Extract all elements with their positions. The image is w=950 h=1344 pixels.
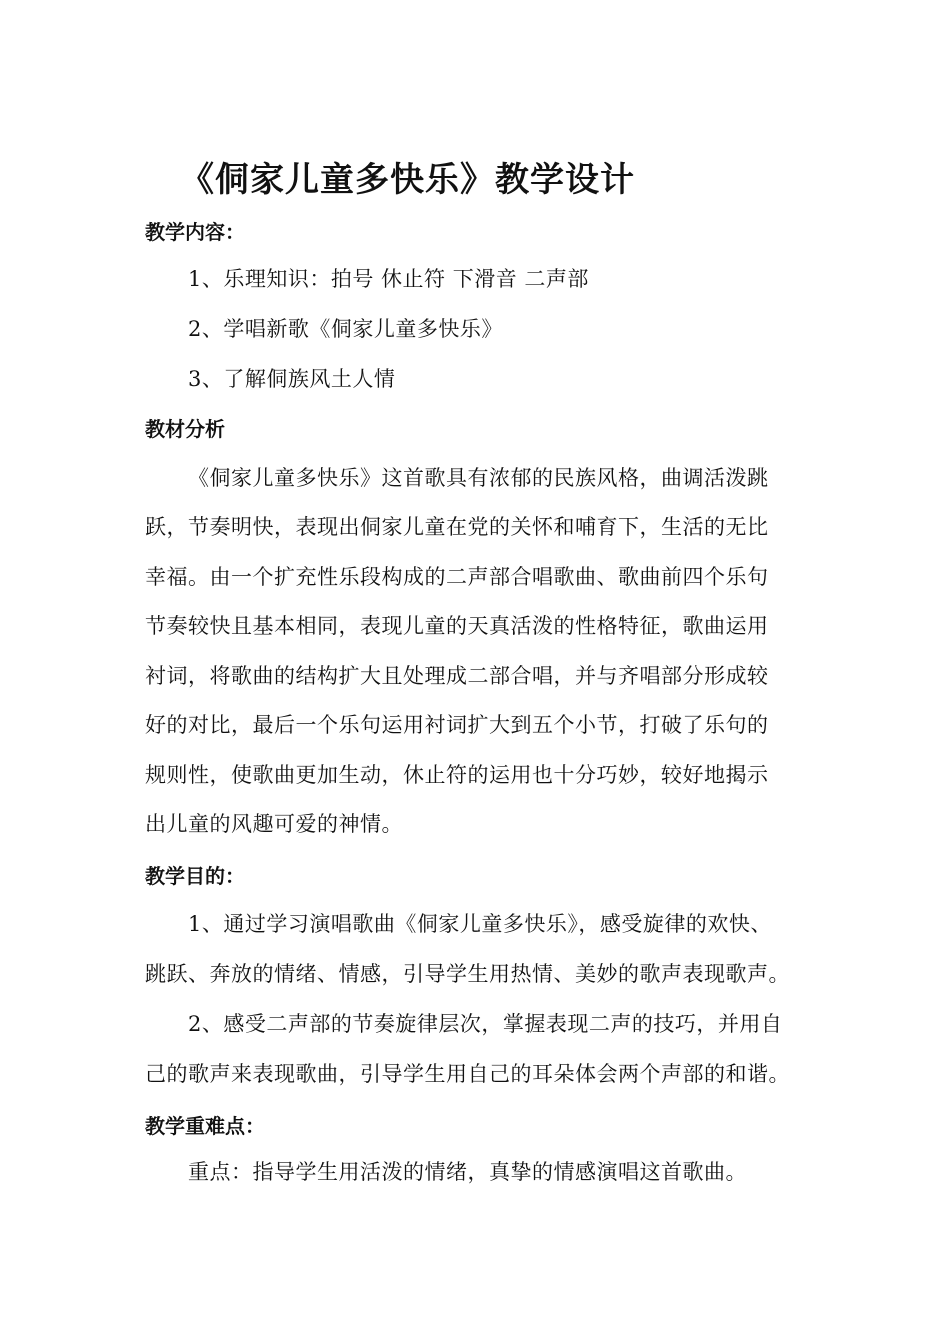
section-heading-key-points: 教学重难点：	[145, 1114, 265, 1138]
content-item: 2、学唱新歌《侗家儿童多快乐》	[188, 317, 503, 341]
section-heading-content: 教学内容：	[145, 220, 245, 244]
goals-line: 2、感受二声部的节奏旋律层次，掌握表现二声的技巧，并用自	[188, 1012, 783, 1036]
section-heading-analysis: 教材分析	[145, 417, 225, 441]
analysis-line: 规则性，使歌曲更加生动，休止符的运用也十分巧妙，较好地揭示	[145, 763, 769, 787]
document-title: 《侗家儿童多快乐》教学设计	[180, 160, 635, 200]
key-points-line: 重点：指导学生用活泼的情绪，真挚的情感演唱这首歌曲。	[188, 1160, 747, 1184]
analysis-line: 《侗家儿童多快乐》这首歌具有浓郁的民族风格，曲调活泼跳	[188, 466, 769, 490]
section-heading-goals: 教学目的：	[145, 864, 245, 888]
analysis-line: 出儿童的风趣可爱的神情。	[145, 812, 403, 836]
analysis-line: 幸福。由一个扩充性乐段构成的二声部合唱歌曲、歌曲前四个乐句	[145, 565, 769, 589]
analysis-line: 衬词，将歌曲的结构扩大且处理成二部合唱，并与齐唱部分形成较	[145, 664, 769, 688]
analysis-line: 好的对比，最后一个乐句运用衬词扩大到五个小节，打破了乐句的	[145, 713, 769, 737]
analysis-line: 节奏较快且基本相同，表现儿童的天真活泼的性格特征，歌曲运用	[145, 614, 769, 638]
goals-line: 己的歌声来表现歌曲，引导学生用自己的耳朵体会两个声部的和谐。	[145, 1062, 790, 1086]
content-item: 1、乐理知识：拍号 休止符 下滑音 二声部	[188, 267, 589, 291]
analysis-line: 跃，节奏明快，表现出侗家儿童在党的关怀和哺育下，生活的无比	[145, 515, 769, 539]
content-item: 3、了解侗族风土人情	[188, 367, 396, 391]
goals-line: 跳跃、奔放的情绪、情感，引导学生用热情、美妙的歌声表现歌声。	[145, 962, 790, 986]
goals-line: 1、通过学习演唱歌曲《侗家儿童多快乐》，感受旋律的欢快、	[188, 912, 772, 936]
